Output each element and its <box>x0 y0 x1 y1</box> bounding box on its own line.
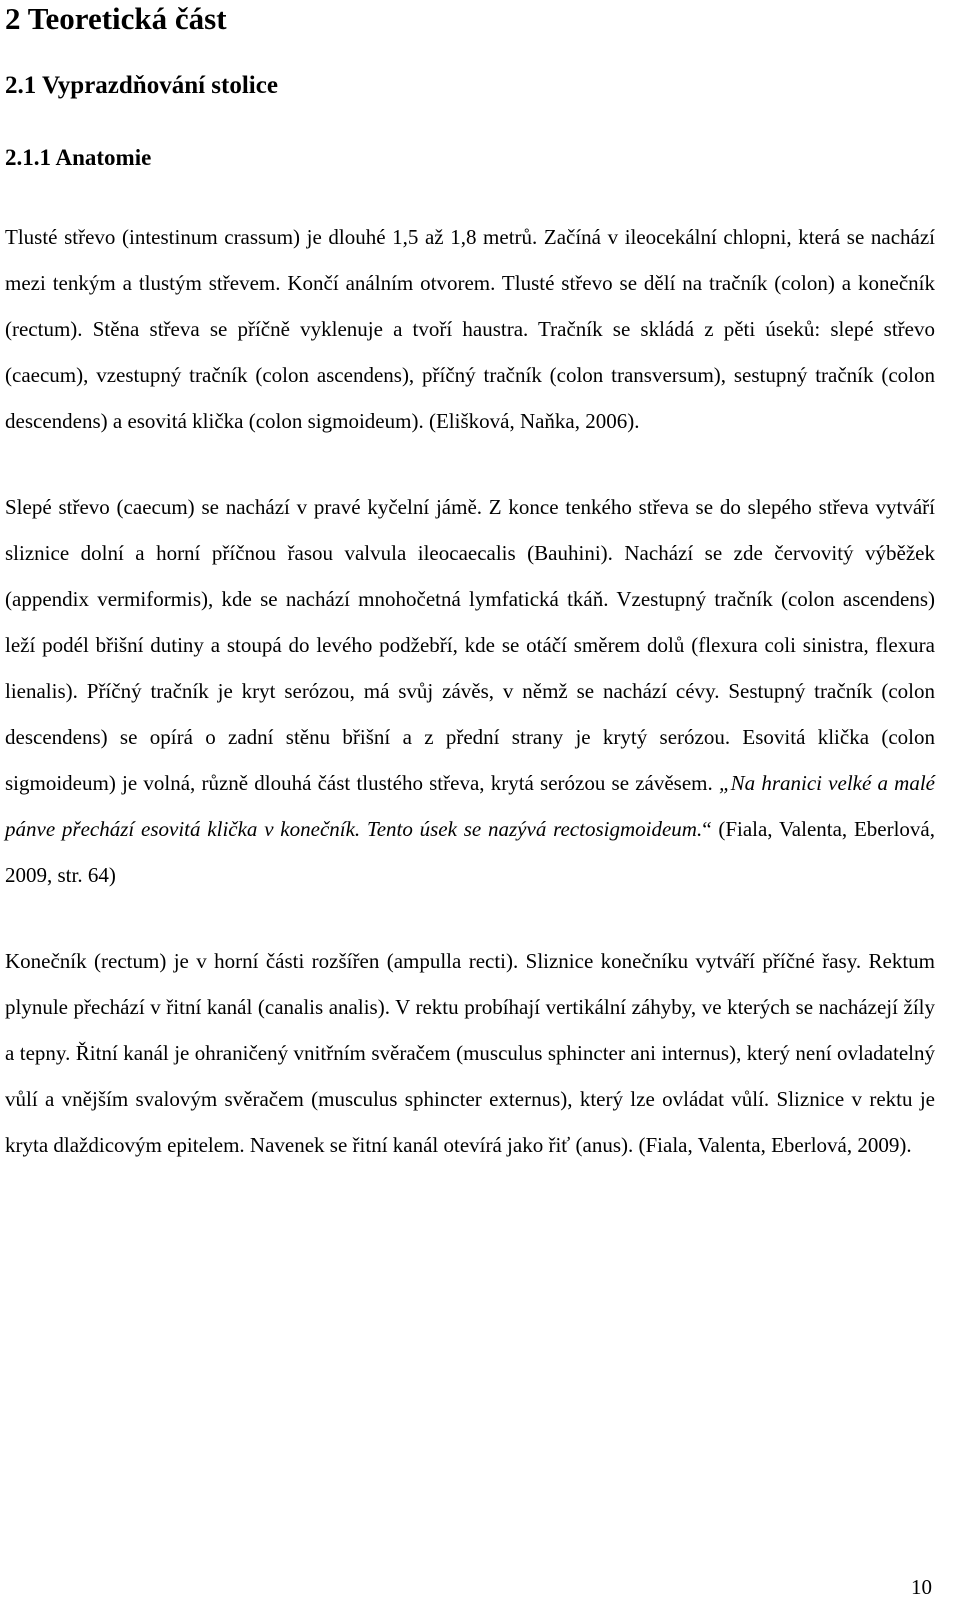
citation-reference: “ (Fiala, Valenta, Eberlová, 2009, str. 64) <box>5 817 935 887</box>
paragraph-large-intestine: Tlusté střevo (intestinum crassum) je dlouhé 1,5 až 1,8 metrů. Začíná v ileocekální chlopni, která se nachází mezi tenkým a tlustým střevem. Končí análním otvorem. Tlusté střevo se dělí na tračník (colon) a konečník (rectum). Stěna střeva se příčně vyklenuje a tvoří haustra. Tračník se skládá z pěti úseků: slepé střevo (caecum), vzestupný tračník (colon ascendens), příčný tračník (colon transversum), sestupný tračník (colon descendens) a esovitá klička (colon sigmoideum). (Elišková, Naňka, 2006). <box>5 225 935 433</box>
citation-quote: „Na hranici velké a malé pánve přechází esovitá klička v konečník. Tento úsek se nazývá rectosigmoideum. <box>5 771 935 841</box>
page-number: 10 <box>911 1575 932 1599</box>
chapter-heading: 2 Teoretická část <box>5 1 227 36</box>
subsection-heading: 2.1.1 Anatomie <box>5 145 152 170</box>
document-page <box>5 0 935 1610</box>
paragraph-rectum: Konečník (rectum) je v horní části rozšířen (ampulla recti). Sliznice konečníku vytváří příčné řasy. Rektum plynule přechází v řitní kanál (canalis analis). V rektu probíhají vertikální záhyby, ve kterých se nacházejí žíly a tepny. Řitní kanál je ohraničený vnitřním svěračem (musculus sphincter ani internus), který není ovladatelný vůlí a vnějším svalovým svěračem (musculus sphincter externus), který lze ovládat vůlí. Sliznice v rektu je kryta dlaždicovým epitelem. Navenek se řitní kanál otevírá jako řiť (anus). (Fiala, Valenta, Eberlová, 2009). <box>5 949 935 1157</box>
section-heading: 2.1 Vyprazdňování stolice <box>5 72 278 99</box>
paragraph-caecum <box>5 444 935 898</box>
paragraph-caecum-text: Slepé střevo (caecum) se nachází v pravé kyčelní jámě. Z konce tenkého střeva se do slepého střeva vytváří sliznice dolní a horní příčnou řasou valvula ileocaecalis (Bauhini). Nachází se zde červovitý výběžek (appendix vermiformis), kde se nachází mnohočetná lymfatická tkáň. Vzestupný tračník (colon ascendens) leží podél břišní dutiny a stoupá do levého podžebří, kde se otáčí směrem dolů (flexura coli sinistra, flexura lienalis). Příčný tračník je kryt serózou, má svůj závěs, v němž se nachází cévy. Sestupný tračník (colon descendens) se opírá o zadní stěnu břišní a z přední strany je krytý serózou. Esovitá klička (colon sigmoideum) je volná, různě dlouhá část tlustého střeva, krytá serózou se závěsem. <box>5 495 935 795</box>
